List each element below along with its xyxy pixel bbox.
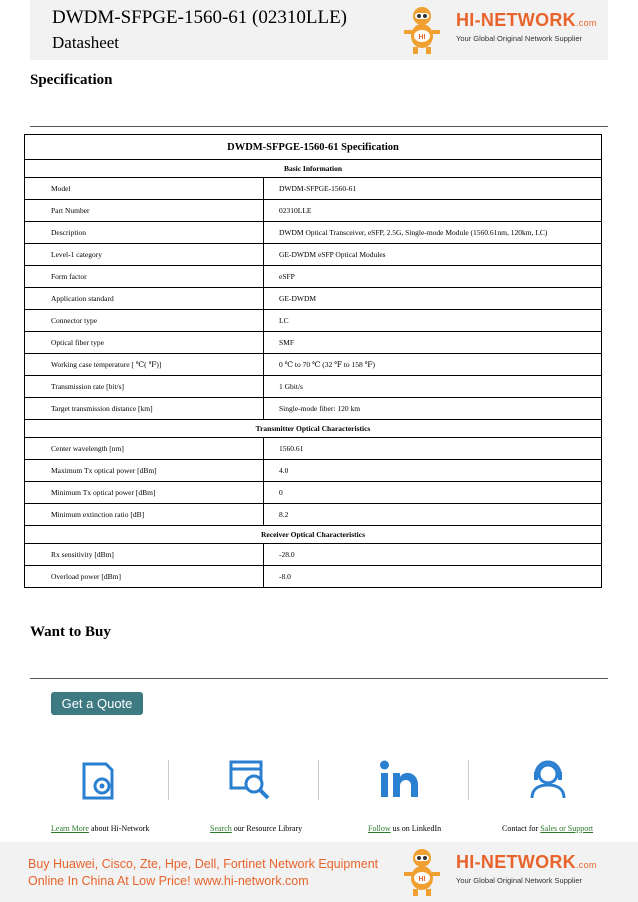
table-row <box>25 200 602 222</box>
page-header <box>30 0 608 60</box>
search-icon[interactable] <box>228 758 272 802</box>
table-row <box>25 482 602 504</box>
table-row <box>25 398 602 420</box>
basic-info-header: Basic Information <box>25 160 602 178</box>
spec-key: Transmission rate [bit/s] <box>25 376 264 398</box>
divider <box>30 126 608 127</box>
document-icon[interactable] <box>78 758 122 802</box>
spec-key: Overload power [dBm] <box>25 566 264 588</box>
mascot-icon <box>398 846 450 898</box>
follow-link[interactable]: Follow <box>368 824 391 833</box>
brand-name: HI-NETWORK <box>456 10 576 30</box>
table-row <box>25 288 602 310</box>
tx-header: Transmitter Optical Characteristics <box>25 420 602 438</box>
hi-network-logo[interactable] <box>398 846 608 898</box>
table-row <box>25 376 602 398</box>
link-text: our Resource Library <box>231 824 303 833</box>
spec-key: Level-1 category <box>25 244 264 266</box>
table-row <box>25 332 602 354</box>
section-title-want-to-buy: Want to Buy <box>30 624 111 640</box>
spec-key: Minimum extinction ratio [dB] <box>25 504 264 526</box>
spec-value: LC <box>264 310 602 332</box>
link-text: us on LinkedIn <box>390 824 442 833</box>
section-title-specification: Specification <box>30 72 113 88</box>
footer-line-1: Buy Huawei, Cisco, Zte, Hpe, Dell, Fortinet Network Equipment <box>28 857 379 871</box>
search-link-row <box>210 824 302 833</box>
brand-suffix: .com <box>575 860 597 870</box>
spec-value: SMF <box>264 332 602 354</box>
spec-key: Connector type <box>25 310 264 332</box>
spec-key: Description <box>25 222 264 244</box>
spec-key: Working case temperature [ ℃( ℉)] <box>25 354 264 376</box>
table-row <box>25 566 602 588</box>
table-row <box>25 354 602 376</box>
spec-value: DWDM-SFPGE-1560-61 <box>264 178 602 200</box>
table-row <box>25 460 602 482</box>
spec-key: Rx sensitivity [dBm] <box>25 544 264 566</box>
spec-value: 4.0 <box>264 460 602 482</box>
spec-value: GE-DWDM <box>264 288 602 310</box>
spec-value: DWDM Optical Transceiver, eSFP, 2.5G, Single-mode Module (1560.61nm, 120km, LC) <box>264 222 602 244</box>
table-row <box>25 266 602 288</box>
hi-network-logo[interactable] <box>398 4 608 56</box>
spec-table <box>24 134 602 588</box>
table-row <box>25 544 602 566</box>
spec-value: 02310LLE <box>264 200 602 222</box>
link-text: about Hi-Network <box>88 824 150 833</box>
mascot-label: HI <box>418 876 426 883</box>
spec-value: 1 Gbit/s <box>264 376 602 398</box>
brand-suffix: .com <box>575 18 597 28</box>
mascot-icon <box>398 4 450 56</box>
separator <box>168 760 169 800</box>
spec-value: 8.2 <box>264 504 602 526</box>
divider <box>30 678 608 679</box>
rx-header: Receiver Optical Characteristics <box>25 526 602 544</box>
contact-link-row <box>502 824 593 833</box>
table-row <box>25 244 602 266</box>
spec-key: Part Number <box>25 200 264 222</box>
learn-more-link-row <box>51 824 149 833</box>
spec-key: Center wavelength [nm] <box>25 438 264 460</box>
link-text: Contact for <box>502 824 541 833</box>
spec-key: Form factor <box>25 266 264 288</box>
spec-key: Target transmission distance [km] <box>25 398 264 420</box>
brand-tagline: Your Global Original Network Supplier <box>456 34 583 43</box>
spec-key: Model <box>25 178 264 200</box>
spec-value: GE-DWDM eSFP Optical Modules <box>264 244 602 266</box>
spec-value: -8.0 <box>264 566 602 588</box>
follow-link-row <box>368 824 441 833</box>
brand-name: HI-NETWORK <box>456 852 576 872</box>
document-title: DWDM-SFPGE-1560-61 (02310LLE) <box>52 7 348 28</box>
linkedin-icon[interactable] <box>378 758 422 802</box>
support-icon[interactable] <box>526 758 570 802</box>
table-row <box>25 178 602 200</box>
spec-value: Single-mode fiber: 120 km <box>264 398 602 420</box>
spec-table-caption: DWDM-SFPGE-1560-61 Specification <box>25 135 602 160</box>
sales-support-link[interactable]: Sales or Support <box>540 824 594 833</box>
table-row <box>25 504 602 526</box>
document-subtitle: Datasheet <box>52 33 120 52</box>
table-row <box>25 438 602 460</box>
get-a-quote-button[interactable]: Get a Quote <box>51 692 143 715</box>
table-row <box>25 222 602 244</box>
separator <box>318 760 319 800</box>
page-footer <box>0 842 638 902</box>
spec-key: Minimum Tx optical power [dBm] <box>25 482 264 504</box>
spec-value: 0 <box>264 482 602 504</box>
mascot-label: HI <box>418 34 426 41</box>
table-row <box>25 310 602 332</box>
spec-value: 1560.61 <box>264 438 602 460</box>
separator <box>468 760 469 800</box>
spec-value: 0 ℃ to 70 ℃ (32 ℉ to 158 ℉) <box>264 354 602 376</box>
search-link[interactable]: Search <box>210 824 232 833</box>
footer-line-2[interactable]: Online In China At Low Price! www.hi-network.com <box>28 874 309 888</box>
spec-key: Application standard <box>25 288 264 310</box>
spec-key: Maximum Tx optical power [dBm] <box>25 460 264 482</box>
learn-more-link[interactable]: Learn More <box>51 824 89 833</box>
spec-value: -28.0 <box>264 544 602 566</box>
spec-value: eSFP <box>264 266 602 288</box>
spec-key: Optical fiber type <box>25 332 264 354</box>
brand-tagline: Your Global Original Network Supplier <box>456 876 583 885</box>
